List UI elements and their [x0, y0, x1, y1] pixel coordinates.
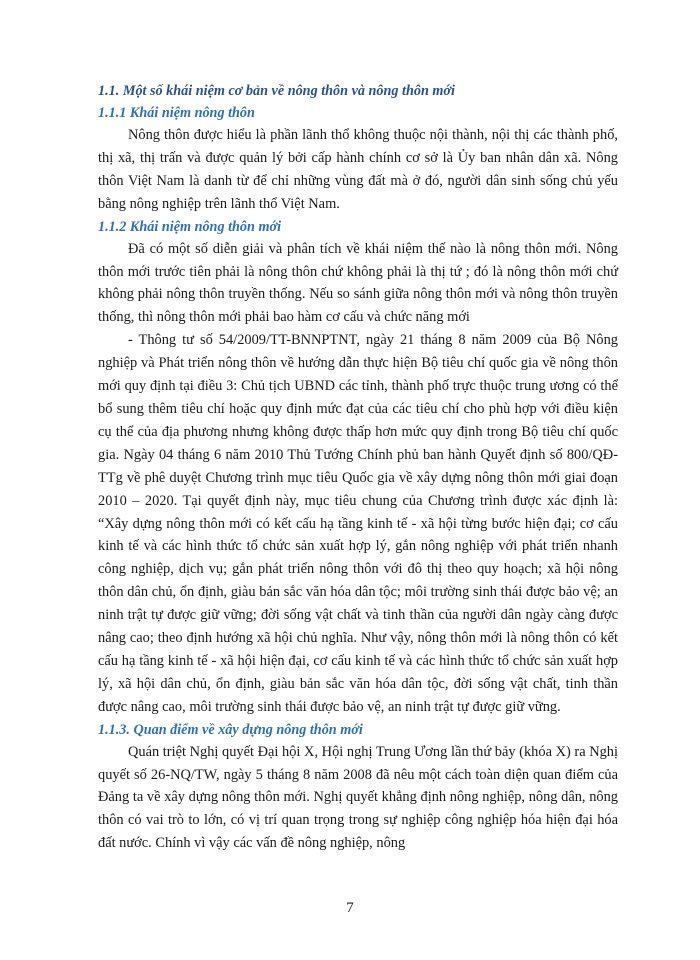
paragraph: Đã có một số diễn giải và phân tích về khái niệm thế nào là nông thôn mới. Nông thôn mới trước tiên phải là nông thôn chứ không phải là thị tứ ; đó là nông thôn mới chứ không phải nông thôn truyền thống. Nếu so sánh giữa nông thôn mới và nông thôn truyền thống, thì nông thôn mới phải bao hàm cơ cấu và chức năng mới	[98, 240, 618, 326]
subsection-heading-1-1-3: 1.1.3. Quan điểm về xây dựng nông thôn mới	[98, 721, 363, 738]
section-heading: 1.1. Một số khái niệm cơ bản về nông thôn và nông thôn mới	[98, 83, 455, 99]
subsection-heading-1-1-2: 1.1.2 Khái niệm nông thôn mới	[98, 218, 282, 235]
paragraph: Quán triệt Nghị quyết Đại hội X, Hội nghị Trung Ương lần thứ bảy (khóa X) ra Nghị quyết số 26-NQ/TW, ngày 5 tháng 8 năm 2008 đã nêu một cách toàn diện quan điểm của Đảng ta về xây dựng nông thôn mới. Nghị quyết khẳng định nông nghiệp, nông dân, nông thôn có vai trò to lớn, có vị trí quan trọng trong sự nghiệp công nghiệp hóa hiện đại hóa đất nước. Chính vì vậy các vấn đề nông nghiệp, nông	[98, 743, 618, 852]
paragraph: - Thông tư số 54/2009/TT-BNNPTNT, ngày 21 tháng 8 năm 2009 của Bộ Nông nghiệp và Phát triển nông thôn về hướng dẫn thực hiện Bộ tiêu chí quốc gia về nông thôn mới quy định tại điều 3: Chủ tịch UBND các tỉnh, thành phố trực thuộc trung ương có thể bổ sung thêm tiêu chí hoặc quy định mức đạt của các tiêu chí cho phù hợp với điều kiện cụ thể của địa phương nhưng không được thấp hơn mức quy định trong Bộ tiêu chí quốc gia. Ngày 04 tháng 6 năm 2010 Thủ Tướng Chính phủ ban hành Quyết định số 800/QĐ-TTg về phê duyệt Chương trình mục tiêu Quốc gia về xây dựng nông thôn mới giai đoạn 2010 – 2020. Tại quyết định này, mục tiêu chung của Chương trình được xác định là: “Xây dựng nông thôn mới có kết cấu hạ tầng kinh tế - xã hội từng bước hiện đại; cơ cấu kinh tế và các hình thức tổ chức sản xuất hợp lý, gắn nông nghiệp với phát triển nhanh công nghiệp, dịch vụ; gắn phát triển nông thôn với đô thị theo quy hoạch; xã hội nông thôn dân chủ, ổn định, giàu bản sắc văn hóa dân tộc; môi trường sinh thái được bảo vệ; an ninh trật tự được giữ vững; đời sống vật chất và tinh thần của người dân ngày càng được nâng cao; theo định hướng xã hội chủ nghĩa. Như vậy, nông thôn mới là nông thôn có kết cấu hạ tầng kinh tế - xã hội hiện đại, cơ cấu kinh tế và các hình thức tổ chức sản xuất hợp lý, xã hội dân chủ, ổn định, giàu bản sắc văn hóa dân tộc, đời sống vật chất, tinh thần được nâng cao, môi trường sinh thái được bảo vệ, an ninh trật tự được giữ vững.	[98, 332, 618, 715]
subsection-heading-1-1-1: 1.1.1 Khái niệm nông thôn	[98, 105, 255, 121]
page-number: 7	[346, 900, 354, 916]
paragraph: Nông thôn được hiểu là phần lãnh thổ không thuộc nội thành, nội thị các thành phố, thị xã, thị trấn và được quản lý bởi cấp hành chính cơ sở là Ủy ban nhân dân xã. Nông thôn Việt Nam là danh từ để chỉ những vùng đất mà ở đó, người dân sinh sống chủ yếu bằng nông nghiệp trên lãnh thổ Việt Nam.	[98, 127, 618, 212]
page-content	[98, 80, 618, 855]
